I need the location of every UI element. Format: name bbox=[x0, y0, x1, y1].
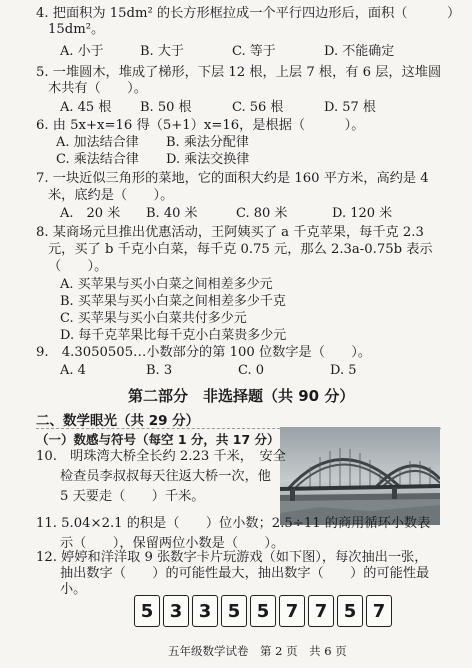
q8-stem-line1: 8. 某商场元旦推出优惠活动，王阿姨买了 a 千克苹果，每千克 2.3 bbox=[36, 225, 424, 240]
q6-option-b: B. 乘法分配律 bbox=[166, 135, 249, 150]
q12-line1: 12. 婷婷和洋洋取 9 张数字卡片玩游戏（如下图），每次抽出一张， bbox=[36, 550, 428, 565]
q4-stem-line1: 4. 把面积为 15dm² 的长方形框拉成一个平行四边形后，面积（ ） bbox=[36, 6, 461, 21]
q5-stem-line2: 木共有（ ）。 bbox=[48, 81, 147, 96]
q5-stem-line1: 5. 一堆圆木，堆成了梯形，下层 12 根，上层 7 根，有 6 层，这堆圆 bbox=[36, 65, 442, 80]
digit-card: 5 bbox=[221, 595, 247, 627]
digit-card: 5 bbox=[134, 595, 160, 627]
q7-option-d: D. 120 米 bbox=[332, 206, 393, 221]
bridge-photo bbox=[280, 427, 440, 525]
q4-stem-line2: 15dm²。 bbox=[48, 22, 105, 37]
q6-stem-line1: 6. 由 5x+x=16 得（5+1）x=16，是根据（ ）。 bbox=[36, 118, 365, 133]
q5-option-d: D. 57 根 bbox=[324, 100, 376, 115]
q8-stem-line2: 元，买了 b 千克小白菜，每千克 0.75 元，那么 2.3a-0.75b 表示 bbox=[48, 242, 433, 257]
q8-option-c: C. 买苹果与买小白菜共付多少元 bbox=[60, 311, 247, 326]
q7-stem-line1: 7. 一块近似三角形的菜地，它的面积大约是 160 平方米，高约是 4 bbox=[36, 171, 429, 186]
q9-option-d: D. 5 bbox=[330, 363, 357, 378]
q12-line2: 抽出数字（ ）的可能性最大，抽出数字（ ）的可能性最 bbox=[60, 566, 430, 581]
part-two-title: 第二部分 非选择题（共 90 分） bbox=[128, 387, 355, 405]
digit-card: 7 bbox=[366, 595, 392, 627]
q9-option-a: A. 4 bbox=[60, 363, 86, 378]
q7-option-a: A. 20 米 bbox=[60, 206, 121, 221]
digit-card: 3 bbox=[163, 595, 189, 627]
digit-card: 7 bbox=[308, 595, 334, 627]
q4-option-d: D. 不能确定 bbox=[324, 44, 395, 59]
section-two-heading: 二、数学眼光（共 29 分） bbox=[36, 413, 200, 429]
page-footer: 五年级数学试卷 第 2 页 共 6 页 bbox=[168, 644, 347, 658]
q6-option-a: A. 加法结合律 bbox=[56, 135, 139, 150]
q4-option-a: A. 小于 bbox=[60, 44, 104, 59]
q10-line2: 检查员李叔叔每天往返大桥一次，他 bbox=[60, 469, 271, 484]
q11-line1: 11. 5.04×2.1 的积是（ ）位小数；2.5÷11 的商用循环小数表 bbox=[36, 516, 431, 531]
digit-card: 5 bbox=[337, 595, 363, 627]
q10-line1: 10. 明珠湾大桥全长约 2.23 千米， 安全 bbox=[36, 449, 286, 464]
q7-option-b: B. 40 米 bbox=[146, 206, 198, 221]
digit-card: 3 bbox=[192, 595, 218, 627]
q7-stem-line2: 米，底约是（ ）。 bbox=[48, 188, 174, 203]
q5-option-a: A. 45 根 bbox=[60, 100, 112, 115]
q5-option-c: C. 56 根 bbox=[232, 100, 284, 115]
digit-card: 5 bbox=[250, 595, 276, 627]
subsection-number-sense: （一）数感与符号（每空 1 分，共 17 分） bbox=[36, 432, 280, 447]
q4-option-b: B. 大于 bbox=[140, 44, 184, 59]
q8-option-a: A. 买苹果与买小白菜之间相差多少元 bbox=[60, 277, 273, 292]
q5-option-b: B. 50 根 bbox=[140, 100, 192, 115]
q7-option-c: C. 80 米 bbox=[236, 206, 288, 221]
q10-line3: 5 天要走（ ）千米。 bbox=[60, 489, 205, 504]
q4-option-c: C. 等于 bbox=[232, 44, 276, 59]
q6-option-d: D. 乘法交换律 bbox=[166, 152, 250, 167]
q11-line2: 示（ ），保留两位小数是（ ）。 bbox=[60, 536, 285, 551]
q8-option-b: B. 买苹果与买小白菜之间相差多少千克 bbox=[60, 294, 286, 309]
q8-stem-line3: （ ）。 bbox=[48, 259, 108, 274]
q9-stem-line1: 9. 4.3050505…小数部分的第 100 位数字是（ ）。 bbox=[36, 345, 372, 360]
q6-option-c: C. 乘法结合律 bbox=[56, 152, 139, 167]
digit-cards bbox=[134, 595, 392, 627]
q8-option-d: D. 每千克苹果比每千克小白菜贵多少元 bbox=[60, 328, 287, 343]
digit-card: 7 bbox=[279, 595, 305, 627]
q12-line3: 小。 bbox=[60, 582, 87, 597]
q9-option-b: B. 3 bbox=[146, 363, 173, 378]
q9-option-c: C. 0 bbox=[238, 363, 265, 378]
